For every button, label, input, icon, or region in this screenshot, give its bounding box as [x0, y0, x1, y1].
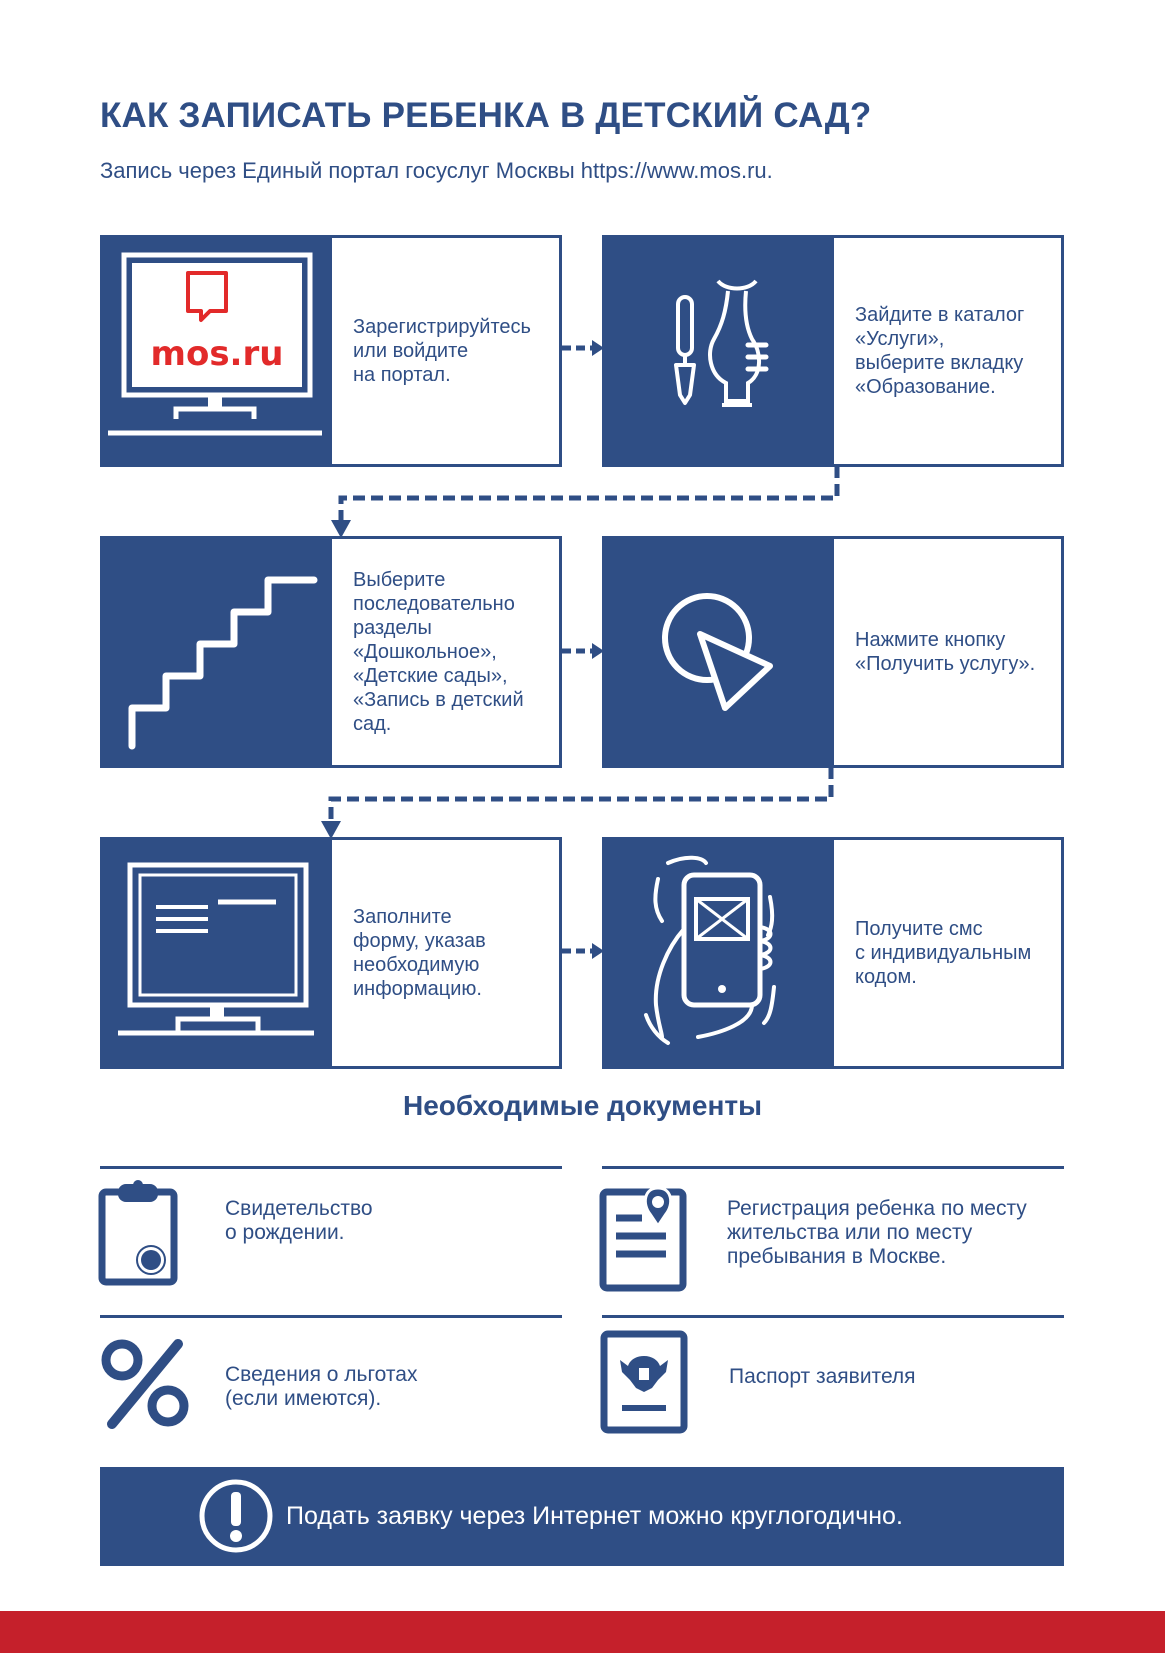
- step-text: Выберите последовательно разделы «Дошкольное», «Детские сады», «Запись в детский сад.: [353, 569, 524, 735]
- footer-bar: [0, 1611, 1165, 1653]
- arrow-right-icon: [562, 337, 606, 359]
- step-icon-box: [602, 235, 834, 467]
- clipboard-stamp-icon: [96, 1180, 186, 1290]
- document-item-text: Паспорт заявителя: [729, 1365, 916, 1388]
- arrow-return-down-icon: [325, 464, 841, 540]
- notice-banner: [100, 1467, 1064, 1566]
- stairs-icon: [100, 536, 332, 768]
- cursor-click-icon: [602, 536, 834, 768]
- divider: [100, 1166, 562, 1169]
- step-text: Нажмите кнопку «Получить услугу».: [855, 629, 1036, 675]
- step-icon-box: [602, 837, 834, 1069]
- step-icon-box: [100, 235, 332, 467]
- monitor-form-icon: [100, 837, 332, 1069]
- divider: [100, 1315, 562, 1318]
- step-card-get-service: [602, 536, 1064, 768]
- notice-text: Подать заявку через Интернет можно круглогодично.: [286, 1502, 903, 1530]
- computer-mos-ru-icon: [100, 235, 332, 467]
- step-card-register: [100, 235, 562, 467]
- documents-title: Необходимые документы: [403, 1090, 762, 1121]
- step-text: Заполните форму, указав необходимую информацию.: [353, 906, 486, 1000]
- step-text: Зарегистрируйтесь или войдите на портал.: [353, 316, 531, 386]
- percent-icon: [98, 1338, 194, 1430]
- step-text: Зайдите в каталог «Услуги», выберите вкладку «Образование.: [855, 304, 1025, 398]
- step-card-fill-form: [100, 837, 562, 1069]
- divider: [602, 1315, 1064, 1318]
- page-title: КАК ЗАПИСАТЬ РЕБЕНКА В ДЕТСКИЙ САД?: [100, 96, 872, 135]
- divider: [602, 1166, 1064, 1169]
- arrow-right-icon: [562, 640, 606, 662]
- document-item-text: Сведения о льготах (если имеются).: [225, 1363, 418, 1410]
- document-item-text: Регистрация ребенка по месту жительства или по месту пребывания в Москве.: [727, 1197, 1027, 1268]
- page-subtitle: Запись через Единый портал госуслуг Москвы https://www.mos.ru.: [100, 158, 773, 183]
- arrow-return-down-icon: [319, 765, 835, 841]
- document-location-icon: [598, 1184, 690, 1294]
- step-card-sms: [602, 837, 1064, 1069]
- brush-and-trumpet-icon: [602, 235, 834, 467]
- step-card-sections: [100, 536, 562, 768]
- step-card-catalog: [602, 235, 1064, 467]
- passport-emblem-icon: [600, 1330, 688, 1434]
- step-icon-box: [602, 536, 834, 768]
- step-text: Получите смс с индивидуальным кодом.: [855, 918, 1032, 988]
- step-icon-box: [100, 837, 332, 1069]
- arrow-right-icon: [562, 940, 606, 962]
- step-icon-box: [100, 536, 332, 768]
- document-item-text: Свидетельство о рождении.: [225, 1197, 373, 1244]
- exclamation-icon: [198, 1478, 274, 1554]
- mos-ru-logo-text: mos.ru: [150, 334, 284, 374]
- phone-sms-icon: [602, 837, 834, 1069]
